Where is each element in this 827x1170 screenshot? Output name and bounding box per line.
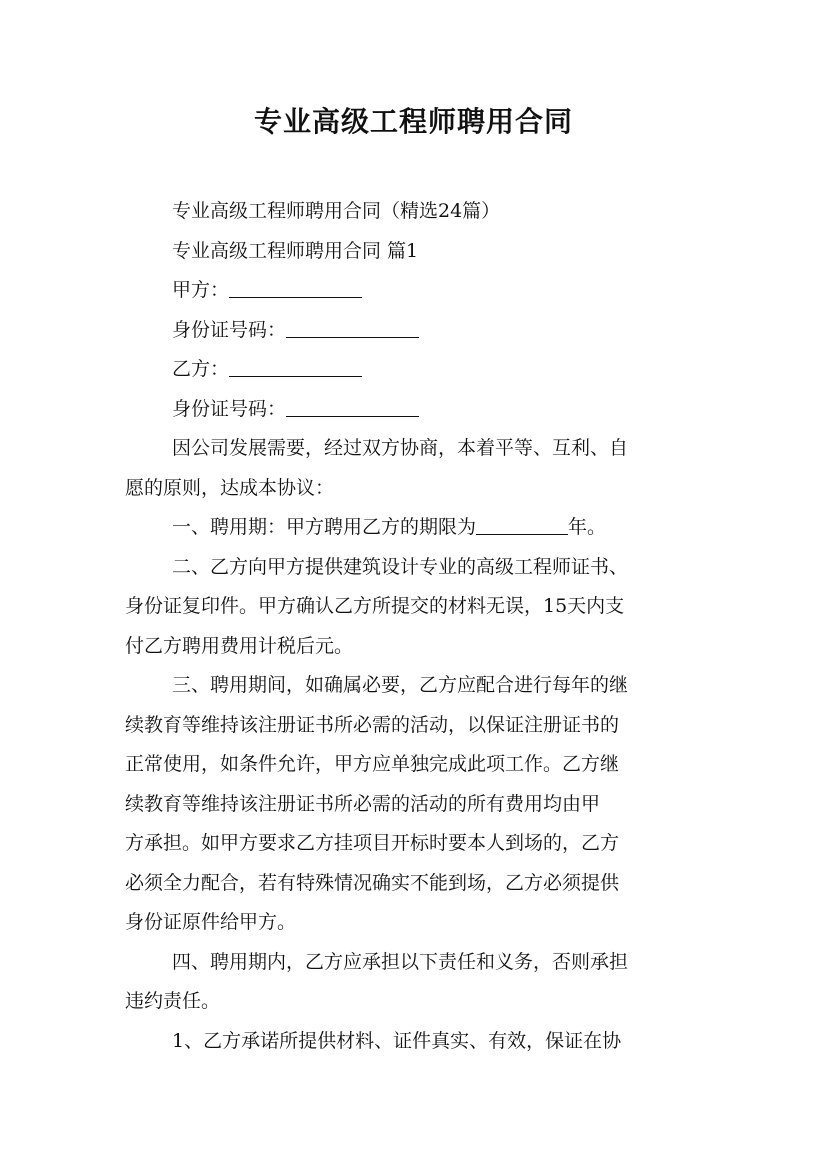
paragraph-text: 身份证原件给甲方。 — [125, 911, 297, 933]
clause-3-line-7 — [125, 903, 710, 943]
clause-4-line-2 — [125, 982, 710, 1022]
clause-4-line-1 — [125, 943, 710, 983]
paragraph-intro-line-1 — [125, 429, 710, 469]
paragraph-text: 三、聘用期间，如确属必要，乙方应配合进行每年的继 — [172, 674, 629, 696]
party-a-id-line — [125, 311, 710, 351]
party-b-label: 乙方： — [172, 358, 230, 380]
paragraph-text: 续教育等维持该注册证书所必需的活动的所有费用均由甲 — [125, 792, 601, 815]
paragraph-text: 四、聘用期内，乙方应承担以下责任和义务，否则承担 — [172, 950, 629, 973]
clause-3-line-5 — [125, 824, 710, 864]
clause-3-line-2 — [125, 706, 710, 746]
clause-3-line-3 — [125, 745, 710, 785]
party-b-line — [125, 350, 710, 390]
term-text: 一、聘用期：甲方聘用乙方的期限为 — [172, 516, 477, 538]
paragraph-text: 方承担。如甲方要求乙方挂项目开标时要本人到场的，乙方 — [125, 832, 620, 854]
party-b-id-line — [125, 390, 710, 430]
paragraph-text: 正常使用，如条件允许，甲方应单独完成此项工作。乙方继 — [125, 753, 620, 775]
paragraph-text: 付乙方聘用费用计税后元。 — [125, 634, 354, 657]
party-a-id-label: 身份证号码： — [172, 318, 287, 341]
clause-2-line-2 — [125, 587, 710, 627]
party-b-id-blank — [286, 392, 419, 417]
party-b-id-label: 身份证号码： — [172, 397, 287, 420]
party-a-id-blank — [286, 313, 419, 338]
paragraph-text: 因公司发展需要，经过双方协商，本着平等、互利、自 — [172, 437, 629, 459]
term-years-blank — [476, 510, 568, 535]
term-suffix: 年。 — [568, 516, 607, 538]
document-body — [125, 192, 710, 1061]
party-b-blank — [229, 352, 362, 377]
document-title: 专业高级工程师聘用合同 — [253, 105, 573, 138]
subtitle-line — [125, 192, 710, 232]
paragraph-text: 愿的原则，达成本协议： — [125, 476, 335, 499]
paragraph-text: 身份证复印件。甲方确认乙方所提交的材料无误，15天内支 — [125, 595, 625, 617]
clause-3-line-6 — [125, 864, 710, 904]
paragraph-intro-line-2 — [125, 469, 710, 509]
paragraph-text: 二、乙方向甲方提供建筑设计专业的高级工程师证书、 — [172, 555, 629, 578]
party-a-blank — [229, 273, 362, 298]
clause-3-line-1 — [125, 666, 710, 706]
clause-2-line-1 — [125, 548, 710, 588]
paragraph-text: 续教育等维持该注册证书所必需的活动，以保证注册证书的 — [125, 713, 620, 736]
paragraph-text: 违约责任。 — [125, 990, 221, 1012]
section-heading-text: 专业高级工程师聘用合同 篇1 — [172, 239, 419, 262]
subclause-1-line-1 — [125, 1022, 710, 1062]
section-heading — [125, 232, 710, 272]
clause-3-line-4 — [125, 785, 710, 825]
paragraph-text: 必须全力配合，若有特殊情况确实不能到场，乙方必须提供 — [125, 871, 620, 894]
term-line — [125, 508, 710, 548]
clause-2-line-3 — [125, 627, 710, 667]
party-a-label: 甲方： — [172, 279, 230, 301]
paragraph-text: 1、乙方承诺所提供材料、证件真实、有效，保证在协 — [172, 1029, 622, 1052]
subtitle-text: 专业高级工程师聘用合同（精选24篇） — [172, 200, 501, 222]
party-a-line — [125, 271, 710, 311]
